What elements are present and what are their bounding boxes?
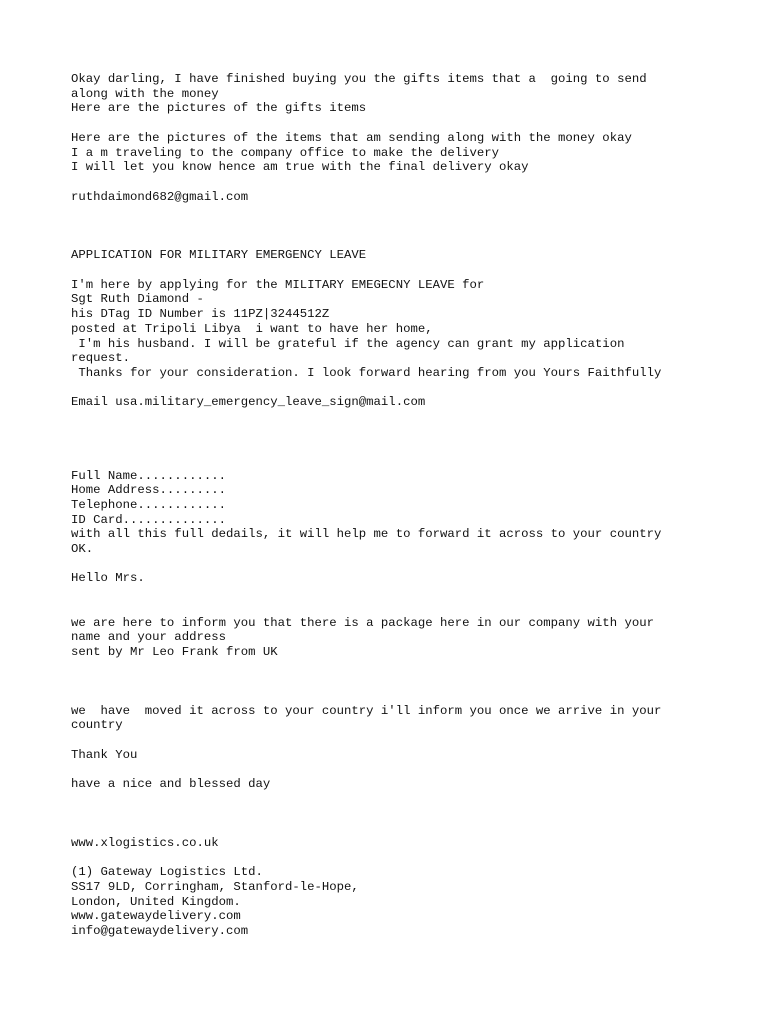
message-line: I will let you know hence am true with the final delivery okay	[71, 160, 529, 175]
application-section	[71, 248, 711, 410]
footer-company-line: www.gatewaydelivery.com	[71, 909, 241, 924]
message-line: Okay darling, I have finished buying you the gifts items that a going to send	[71, 72, 647, 86]
footer-company-line: (1) Gateway Logistics Ltd.	[71, 865, 263, 880]
message-line: I a m traveling to the company office to make the delivery	[71, 145, 500, 160]
message-line: Here are the pictures of the items that am sending along with the money okay	[71, 130, 632, 145]
notice-line: country	[71, 718, 123, 733]
notice-line: name and your address	[71, 630, 226, 645]
form-section	[71, 469, 711, 557]
form-field-home-address: Home Address.........	[71, 483, 226, 498]
application-email: Email usa.military_emergency_leave_sign@mail.com	[71, 395, 426, 410]
application-title: APPLICATION FOR MILITARY EMERGENCY LEAVE	[71, 248, 367, 263]
footer-company-line: SS17 9LD, Corringham, Stanford-le-Hope,	[71, 880, 359, 894]
message-line: Here are the pictures of the gifts items	[71, 101, 367, 116]
application-line: request.	[71, 351, 131, 366]
notice-line: we have moved it across to your country i'll inform you once we arrive in your	[71, 703, 662, 718]
message-line: along with the money	[71, 86, 219, 101]
form-note-line: OK.	[71, 542, 94, 557]
notice-line: we are here to inform you that there is a package here in our company with your	[71, 615, 654, 630]
notice-greeting: Hello Mrs.	[71, 571, 145, 586]
application-line: Thanks for your consideration. I look forward hearing from you Yours Faithfully	[71, 365, 662, 380]
notice-closing: have a nice and blessed day	[71, 777, 271, 792]
notice-thanks: Thank You	[71, 747, 138, 762]
notice-line: sent by Mr Leo Frank from UK	[71, 645, 278, 660]
footer-company-line: London, United Kingdom.	[71, 894, 241, 909]
form-field-id-card: ID Card..............	[71, 512, 226, 527]
message-email: ruthdaimond682@gmail.com	[71, 189, 249, 204]
application-line: his DTag ID Number is 11PZ|3244512Z	[71, 307, 330, 322]
notice-section	[71, 571, 711, 792]
application-line: posted at Tripoli Libya i want to have her home,	[71, 321, 433, 336]
footer-company-line: info@gatewaydelivery.com	[71, 924, 249, 939]
footer-section	[71, 836, 711, 939]
form-field-full-name: Full Name............	[71, 468, 226, 483]
application-line: I'm here by applying for the MILITARY EMEGECNY LEAVE for	[71, 277, 485, 292]
application-line: Sgt Ruth Diamond -	[71, 292, 204, 307]
form-note-line: with all this full dedails, it will help me to forward it across to your country	[71, 527, 662, 542]
application-line: I'm his husband. I will be grateful if the agency can grant my application	[71, 336, 625, 351]
footer-website: www.xlogistics.co.uk	[71, 835, 219, 850]
document-body	[71, 72, 711, 939]
message-section	[71, 72, 711, 204]
form-field-telephone: Telephone............	[71, 497, 226, 512]
